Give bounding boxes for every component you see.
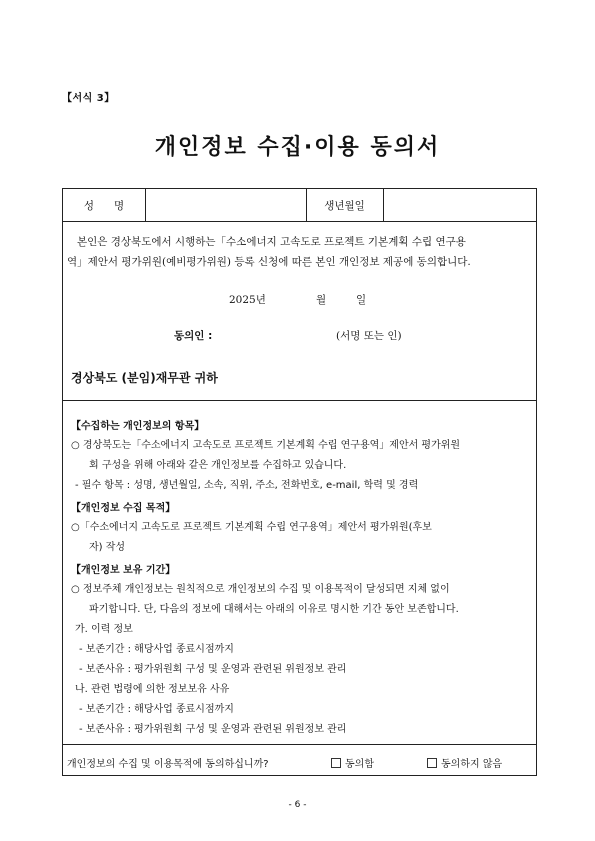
section-text: - 보존사유 : 평가위원회 구성 및 운영과 관련된 위원정보 관리	[79, 664, 347, 675]
divider	[63, 744, 536, 745]
signer-label: 동의인 :	[174, 330, 213, 342]
divider	[63, 221, 536, 222]
section-text: 자) 작성	[89, 542, 126, 553]
section-text: 가. 이력 정보	[75, 624, 133, 635]
agree-checkbox[interactable]	[331, 755, 374, 770]
addressee: 경상북도 (분임)재무관 귀하	[71, 371, 218, 385]
agree-label: 동의함	[345, 759, 374, 770]
checkbox-icon[interactable]	[331, 758, 341, 768]
section-text: - 필수 항목 : 성명, 생년월일, 소속, 직위, 주소, 전화번호, e-mail, 학력 및 경력	[75, 480, 419, 491]
section-text: - 보존사유 : 평가위원회 구성 및 운영과 관련된 위원정보 관리	[79, 724, 347, 735]
name-label: 성 명	[83, 200, 125, 212]
date-month: 월	[316, 294, 327, 306]
page-title: 개인정보 수집·이용 동의서	[154, 135, 441, 160]
section-title-purpose: 【개인정보 수집 목적】	[71, 503, 176, 514]
divider	[63, 400, 536, 401]
signature-hint: (서명 또는 인)	[336, 330, 402, 342]
section-text: ○ 정보주체 개인정보는 원칙적으로 개인정보의 수집 및 이용목적이 달성되면 지체 없이	[71, 584, 450, 595]
section-title-items: 【수집하는 개인정보의 항목】	[71, 421, 205, 432]
consent-text-line2: 역」제안서 평가위원(예비평가위원) 등록 신청에 따른 본인 개인정보 제공에 동의합니다.	[67, 256, 471, 268]
section-text: ○「수소에너지 고속도로 프로젝트 기본계획 수립 연구용역」제안서 평가위원(후보	[71, 522, 432, 533]
date-year: 2025년	[229, 294, 266, 306]
section-text: - 보존기간 : 해당사업 종료시점까지	[79, 644, 234, 655]
section-text: 회 구성을 위해 아래와 같은 개인정보를 수집하고 있습니다.	[89, 460, 347, 471]
section-text: ○ 경상북도는「수소에너지 고속도로 프로젝트 기본계획 수립 연구용역」제안서 평가위원	[71, 440, 461, 451]
consent-form-box	[62, 188, 537, 776]
disagree-checkbox[interactable]	[427, 755, 502, 770]
checkbox-icon[interactable]	[427, 758, 437, 768]
section-text: 나. 관련 법령에 의한 정보보유 사유	[75, 684, 230, 695]
birth-label: 생년월일	[324, 200, 365, 212]
page-number: - 6 -	[288, 800, 307, 810]
form-label: 【서식 3】	[62, 93, 115, 104]
section-text: 파기합니다. 단, 다음의 정보에 대해서는 아래의 이유로 명시한 기간 동안 보존합니다.	[89, 604, 459, 615]
consent-text-line1: 본인은 경상북도에서 시행하는「수소에너지 고속도로 프로젝트 기본계획 수립 연구용	[77, 236, 466, 248]
name-field[interactable]	[146, 189, 305, 221]
section-title-retention: 【개인정보 보유 기간】	[71, 565, 176, 576]
date-day: 일	[356, 294, 367, 306]
disagree-label: 동의하지 않음	[441, 759, 503, 770]
section-text: - 보존기간 : 해당사업 종료시점까지	[79, 704, 234, 715]
birth-field[interactable]	[384, 189, 536, 221]
agree-question: 개인정보의 수집 및 이용목적에 동의하십니까?	[67, 759, 269, 770]
